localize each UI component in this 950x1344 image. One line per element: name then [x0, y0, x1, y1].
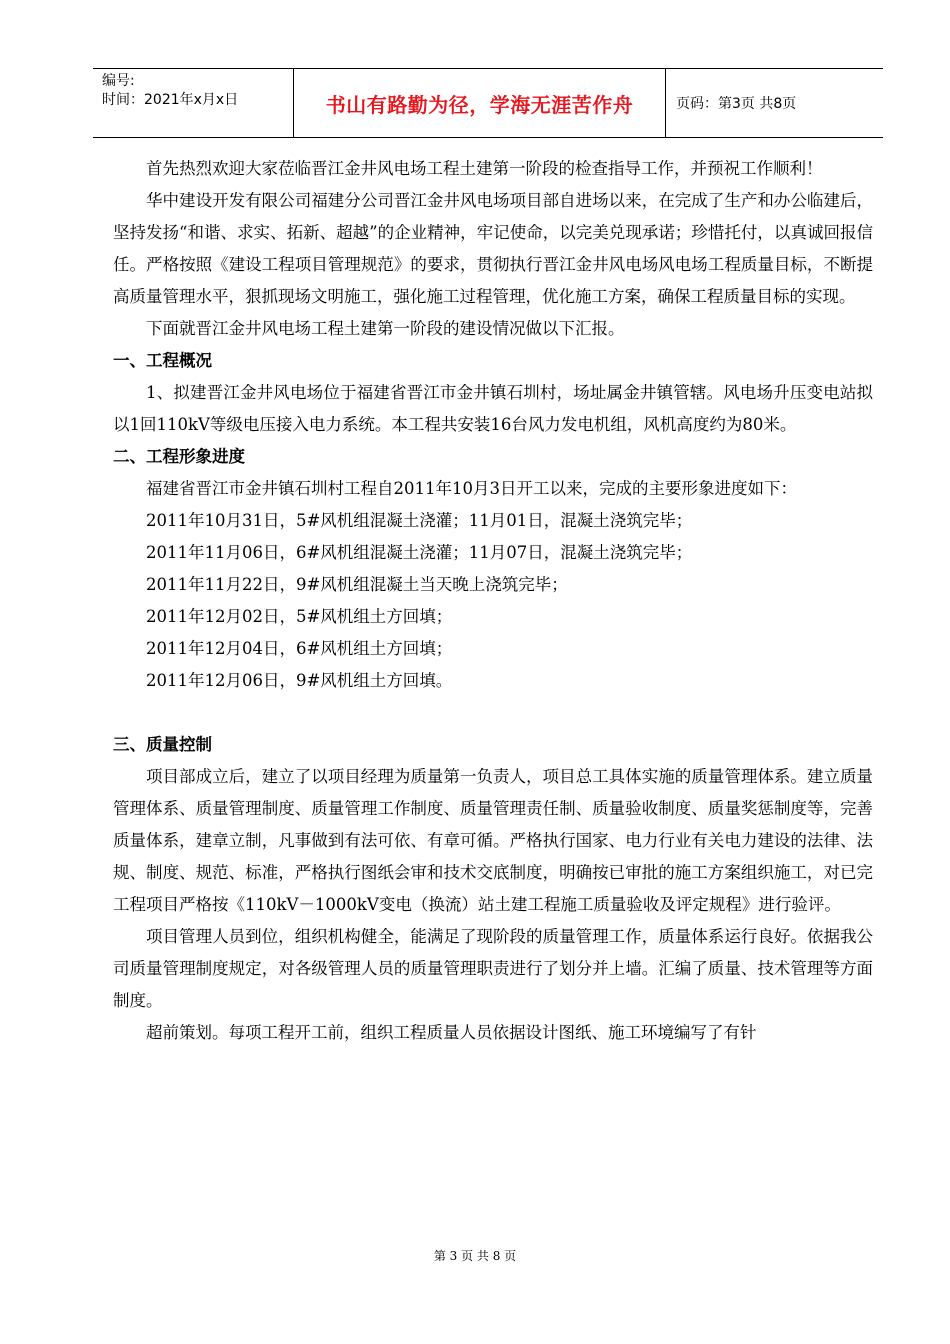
- page-footer: 第 3 页 共 8 页: [433, 1249, 517, 1263]
- section-heading-overview: 一、工程概况: [113, 351, 212, 370]
- paragraph-progress-intro: 福建省晋江市金井镇石圳村工程自2011年10月3日开工以来，完成的主要形象进度如下：: [146, 479, 797, 498]
- progress-item: 2011年11月06日，6#风机组混凝土浇灌；11月07日，混凝土浇筑完毕；: [146, 543, 693, 562]
- page-header: [93, 68, 883, 138]
- paragraph-welcome: 首先热烈欢迎大家莅临晋江金井风电场工程土建第一阶段的检查指导工作，并预祝工作顺利！: [146, 159, 823, 178]
- progress-item: 2011年12月04日，6#风机组土方回填；: [146, 639, 453, 658]
- progress-item: 2011年11月22日，9#风机组混凝土当天晚上浇筑完毕；: [146, 575, 568, 594]
- paragraph-quality-system: 项目部成立后，建立了以项目经理为质量第一负责人，项目总工具体实施的质量管理体系。建立质量管理体系、质量管理制度、质量管理工作制度、质量管理责任制、质量验收制度、质量奖惩制度等，完善质量体系，建章立制，凡事做到有法可依、有章可循。严格执行国家、电力行业有关电力建设的法律、法规、制度、规范、标准，严格执行图纸会审和技术交底制度，明确按已审批的施工方案组织施工，对已完工程项目严格按《110kV－1000kV变电（换流）站土建工程施工质量验收及评定规程》进行验评。: [113, 767, 873, 914]
- header-page-label: 页码：第3页 共8页: [676, 96, 797, 112]
- document-body: [113, 153, 873, 1049]
- paragraph-intro: 华中建设开发有限公司福建分公司晋江金井风电场项目部自进场以来，在完成了生产和办公临建后，坚持发扬“和谐、求实、拓新、超越”的企业精神，牢记使命，以完美兑现承诺；珍惜托付，以真诚回报信任。严格按照《建设工程项目管理规范》的要求，贯彻执行晋江金井风电场风电场工程质量目标，不断提高质量管理水平，狠抓现场文明施工，强化施工过程管理，优化施工方案，确保工程质量目标的实现。: [113, 191, 873, 306]
- paragraph-quality-staff: 项目管理人员到位，组织机构健全，能满足了现阶段的质量管理工作，质量体系运行良好。依据我公司质量管理制度规定，对各级管理人员的质量管理职责进行了划分并上墙。汇编了质量、技术管理等方面制度。: [113, 927, 873, 1010]
- document-number-label: 编号:: [102, 73, 135, 89]
- paragraph-report-lead: 下面就晋江金井风电场工程土建第一阶段的建设情况做以下汇报。: [146, 319, 625, 338]
- document-time-label: 时间：2021年x月x日: [102, 92, 239, 108]
- blank-line: [113, 697, 873, 729]
- header-meta: [93, 69, 294, 137]
- section-heading-progress: 二、工程形象进度: [113, 447, 245, 466]
- progress-item: 2011年10月31日，5#风机组混凝土浇灌；11月01日，混凝土浇筑完毕；: [146, 511, 693, 530]
- header-motto: 书山有路勤为径，学海无涯苦作舟: [294, 69, 666, 137]
- paragraph-advance-planning: 超前策划。每项工程开工前，组织工程质量人员依据设计图纸、施工环境编写了有针: [146, 1023, 757, 1042]
- progress-item: 2011年12月06日，9#风机组土方回填。: [146, 671, 453, 690]
- progress-item: 2011年12月02日，5#风机组土方回填；: [146, 607, 453, 626]
- paragraph-overview: 1、拟建晋江金井风电场位于福建省晋江市金井镇石圳村，场址属金井镇管辖。风电场升压变电站拟以1回110kV等级电压接入电力系统。本工程共安装16台风力发电机组，风机高度约为80米。: [113, 383, 873, 434]
- section-heading-quality: 三、质量控制: [113, 735, 212, 754]
